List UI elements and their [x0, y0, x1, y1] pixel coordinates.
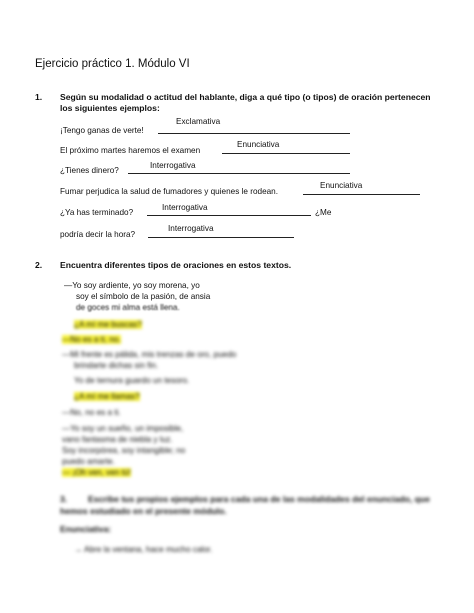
question-1-text: Según su modalidad o actitud del hablante, diga a qué tipo (o tipos) de oración pertenecen: [60, 92, 431, 102]
example-sentence: podría decir la hora?: [60, 230, 136, 239]
example-sentence: ¿Tienes dinero?: [60, 166, 119, 175]
answer-line: [147, 215, 311, 216]
poem-line: brindarte dichas sin fin.: [74, 361, 159, 370]
poem-line: de goces mi alma está llena.: [76, 303, 180, 312]
page-title: Ejercicio práctico 1. Módulo VI: [35, 58, 190, 70]
answer-text: Interrogativa: [162, 203, 208, 212]
subheading: Enunciativa:: [60, 524, 112, 534]
question-1-number: 1.: [35, 92, 43, 102]
answer-line: [158, 133, 350, 134]
answer-text: Exclamativa: [176, 117, 221, 126]
poem-line: —Yo soy ardiente, yo soy morena, yo: [64, 281, 200, 290]
poem-line: —Mi frente es pálida, mis trenzas de oro, puedo: [62, 350, 237, 359]
question-2-text: Encuentra diferentes tipos de oraciones en estos textos.: [60, 260, 292, 270]
poem-line: soy el símbolo de la pasión, de ansia: [76, 292, 211, 301]
poem-line-highlighted: Soy incorpórea, soy intangible; no: [62, 446, 186, 455]
answer-text: Enunciativa: [320, 181, 363, 190]
example-sentence: ¡Tengo ganas de verte!: [60, 126, 144, 135]
poem-line-highlighted: ¿A mí me llamas?: [74, 392, 140, 401]
poem-line: —No, no es a ti.: [62, 408, 121, 417]
question-3-number: 3.: [60, 494, 68, 504]
example-sentence-tail: ¿Me: [315, 208, 332, 217]
example-sentence: Fumar perjudica la salud de fumadores y quienes le rodean.: [60, 187, 279, 196]
question-3-text-cont: hemos estudiado en el presente módulo.: [60, 506, 227, 516]
poem-line: —Yo soy un sueño, un imposible,: [62, 424, 184, 433]
poem-line: Yo de ternura guardo un tesoro.: [74, 376, 190, 385]
answer-line: [303, 194, 420, 195]
answer-line: [128, 173, 350, 174]
answer-text: Interrogativa: [168, 224, 214, 233]
poem-line-highlighted: ¿A mí me buscas?: [74, 320, 142, 329]
poem-line: vano fantasma de niebla y luz.: [62, 435, 173, 444]
answer-text: Enunciativa: [237, 140, 280, 149]
question-2-number: 2.: [35, 260, 43, 270]
poem-line-highlighted: — ¡Oh ven, ven tú!: [62, 468, 131, 477]
answer-line: [148, 237, 294, 238]
poem-line-highlighted: —No es a ti, no.: [62, 335, 121, 344]
example-sentence: ¿Ya has terminado?: [60, 208, 134, 217]
answer-text: Interrogativa: [150, 161, 196, 170]
question-3-text: Escribe tus propios ejemplos para cada una de las modalidades del enunciado, que: [88, 494, 430, 504]
example-sentence: El próximo martes haremos el examen: [60, 146, 201, 155]
poem-line: puedo amarte.: [62, 457, 115, 466]
question-1-text-cont: los siguientes ejemplos:: [60, 103, 160, 113]
example-bullet: → Abre la ventana, hace mucho calor.: [74, 545, 213, 554]
answer-line: [222, 153, 350, 154]
